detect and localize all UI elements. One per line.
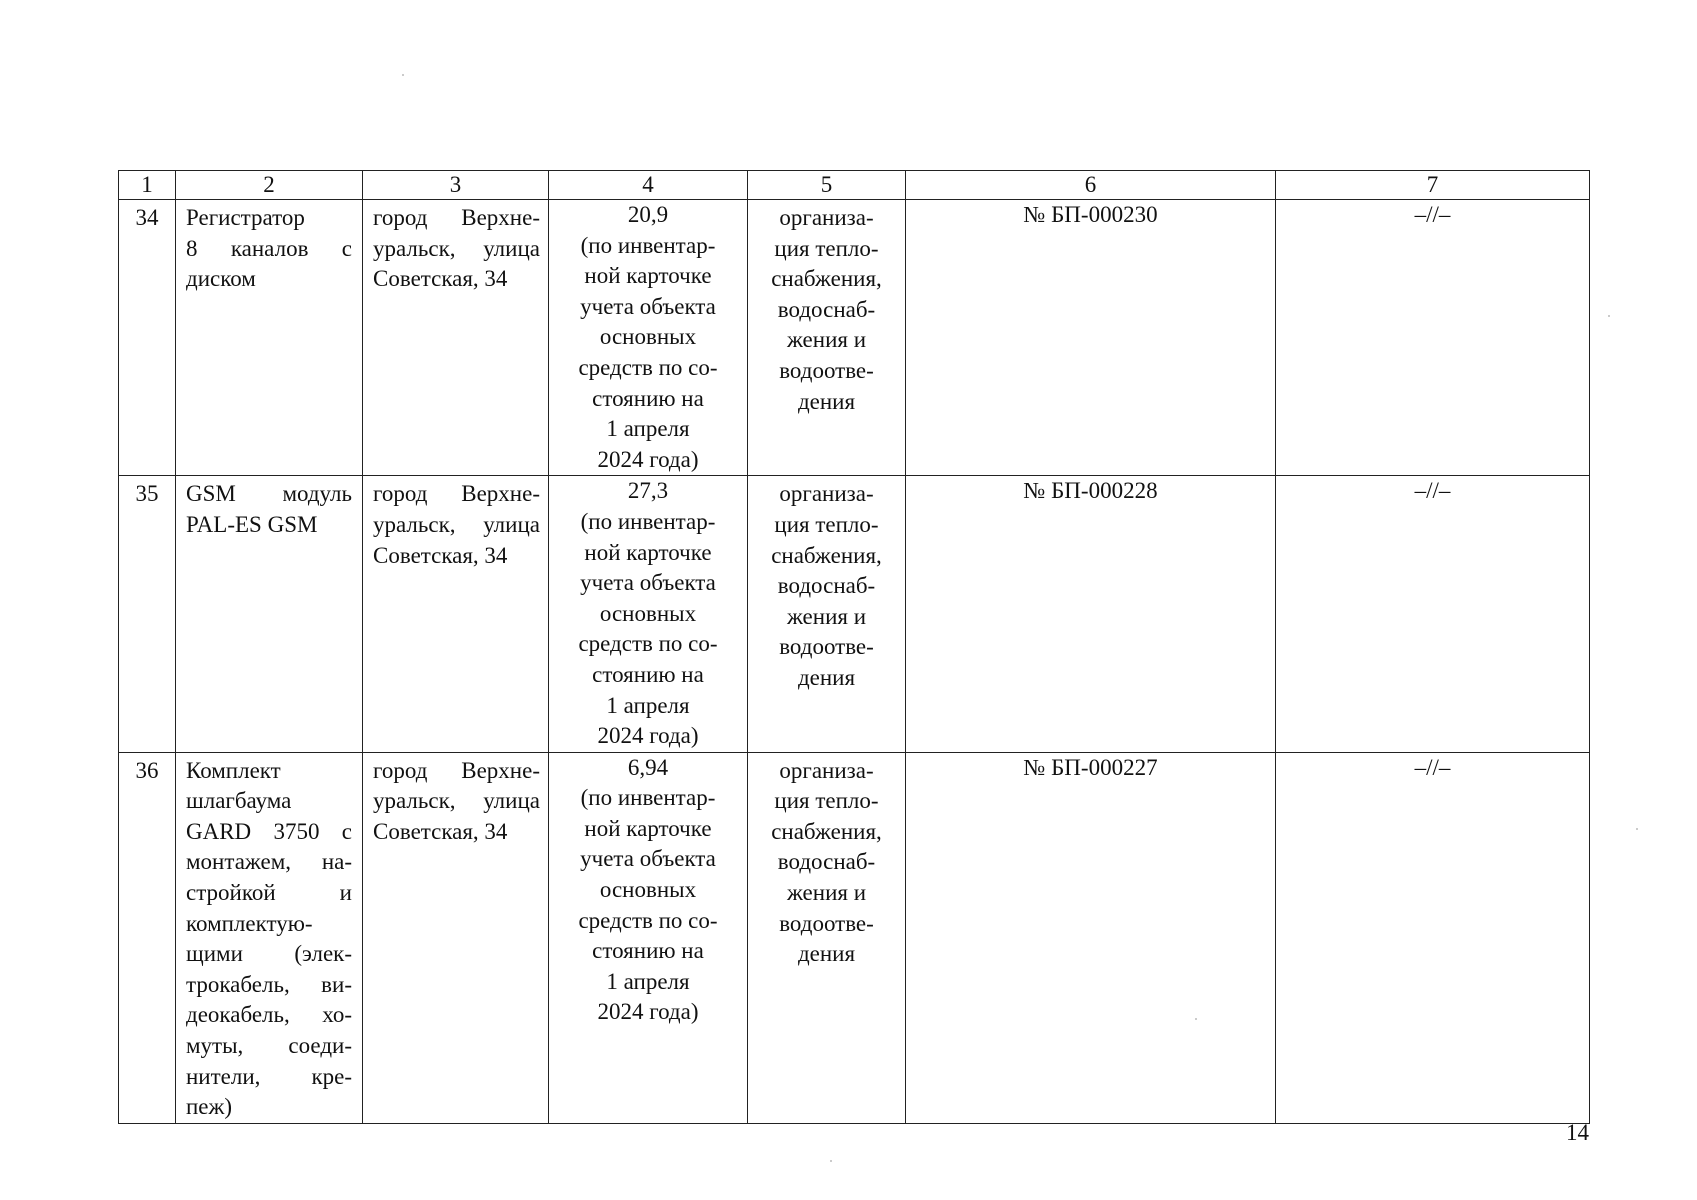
value-cell — [549, 476, 748, 752]
purpose-line: дения — [797, 664, 856, 690]
address-cell — [363, 476, 549, 752]
value-line: учета объекта — [580, 846, 716, 872]
row-number-cell: 35 — [119, 476, 176, 752]
header-cell: 7 — [1276, 171, 1590, 200]
address-line: город Верхне- — [373, 481, 540, 507]
value-line: основных — [599, 877, 697, 903]
value-line: 2024 года) — [597, 723, 699, 749]
row-number-cell: 34 — [119, 200, 176, 476]
purpose-cell — [748, 752, 906, 1123]
value-line: 1 апреля — [606, 692, 690, 718]
value-line: 6,94 — [627, 754, 669, 780]
header-cell: 5 — [748, 171, 906, 200]
table-row — [119, 476, 1590, 752]
object-name-line: Регистратор — [186, 205, 305, 230]
object-name-line: шлагбаума — [186, 788, 292, 814]
value-line: (по инвентар- — [580, 232, 716, 258]
inventory-number-cell: № БП-000228 — [906, 476, 1276, 752]
value-line: 2024 года) — [597, 446, 699, 472]
purpose-line: дения — [797, 388, 856, 414]
value-line: 27,3 — [627, 478, 669, 504]
purpose-line: водоснаб- — [777, 849, 876, 875]
address-line: Советская, 34 — [373, 542, 508, 568]
row-number-cell: 36 — [119, 752, 176, 1123]
address-line: Советская, 34 — [373, 266, 508, 292]
note-cell: –//– — [1276, 200, 1590, 476]
purpose-line: ция тепло- — [774, 788, 879, 814]
header-cell: 3 — [363, 171, 549, 200]
address-line: уральск, улица — [373, 235, 540, 261]
object-name-line: Комплект — [186, 757, 281, 783]
note-cell: –//– — [1276, 476, 1590, 752]
purpose-line: жения и — [786, 327, 867, 353]
object-name-line: нители, кре- — [186, 1063, 352, 1089]
value-line: стоянию на — [592, 938, 704, 964]
purpose-line: водоснаб- — [777, 573, 876, 599]
purpose-line: водоотве- — [779, 634, 874, 660]
purpose-line: дения — [797, 941, 856, 967]
address-line: город Верхне- — [373, 757, 540, 783]
value-line: учета объекта — [580, 570, 716, 596]
inventory-number-cell: № БП-000227 — [906, 752, 1276, 1123]
object-name-line: монтажем, на- — [186, 849, 352, 875]
object-name-line: щими (элек- — [186, 941, 352, 967]
address-line: Советская, 34 — [373, 818, 508, 844]
purpose-line: жения и — [786, 603, 867, 629]
column-number-header — [119, 171, 1590, 200]
object-name-cell — [176, 752, 363, 1123]
object-name-line: деокабель, хо- — [186, 1002, 352, 1028]
value-line: средств по со- — [578, 631, 718, 657]
purpose-line: жения и — [786, 880, 867, 906]
property-registry-table — [118, 170, 1590, 1124]
page-number: 14 — [1566, 1120, 1589, 1145]
address-cell — [363, 200, 549, 476]
value-line: основных — [599, 600, 697, 626]
purpose-line: организа- — [779, 757, 874, 783]
purpose-line: водоотве- — [779, 910, 874, 936]
header-cell: 2 — [176, 171, 363, 200]
value-line: (по инвентар- — [580, 508, 716, 534]
value-line: ной карточке — [584, 263, 712, 289]
address-cell — [363, 752, 549, 1123]
object-name-cell — [176, 200, 363, 476]
object-name-line: GARD 3750 с — [186, 818, 352, 844]
object-name-line: PAL-ES GSM — [186, 511, 318, 537]
value-line: учета объекта — [580, 293, 716, 319]
value-line: стоянию на — [592, 661, 704, 687]
object-name-line: пеж) — [186, 1094, 233, 1120]
object-name-line: муты, соеди- — [186, 1033, 352, 1059]
value-line: ной карточке — [584, 539, 712, 565]
value-line: средств по со- — [578, 354, 718, 380]
value-cell — [549, 200, 748, 476]
object-name-line: диском — [186, 266, 256, 292]
purpose-line: организа- — [779, 481, 874, 507]
address-line: уральск, улица — [373, 788, 540, 814]
purpose-line: водоснаб- — [777, 296, 876, 322]
purpose-line: снабжения, — [771, 266, 882, 292]
value-line: основных — [599, 324, 697, 350]
object-name-cell — [176, 476, 363, 752]
object-name-line: комплектую- — [186, 910, 313, 936]
value-line: 20,9 — [627, 202, 669, 227]
purpose-line: организа- — [779, 205, 874, 230]
value-line: (по инвентар- — [580, 785, 716, 811]
table-row — [119, 200, 1590, 476]
address-line: город Верхне- — [373, 205, 540, 230]
object-name-line: трокабель, ви- — [186, 971, 352, 997]
table-row — [119, 752, 1590, 1123]
value-line: средств по со- — [578, 907, 718, 933]
purpose-line: ция тепло- — [774, 235, 879, 261]
inventory-number-cell: № БП-000230 — [906, 200, 1276, 476]
purpose-line: снабжения, — [771, 818, 882, 844]
address-line: уральск, улица — [373, 511, 540, 537]
purpose-line: ция тепло- — [774, 511, 879, 537]
purpose-line: водоотве- — [779, 357, 874, 383]
note-cell: –//– — [1276, 752, 1590, 1123]
value-line: 2024 года) — [597, 999, 699, 1025]
object-name-line: стройкой и — [186, 880, 352, 906]
purpose-line: снабжения, — [771, 542, 882, 568]
header-cell: 4 — [549, 171, 748, 200]
value-line: 1 апреля — [606, 416, 690, 442]
value-line: 1 апреля — [606, 968, 690, 994]
object-name-line: 8 каналов с — [186, 235, 352, 261]
header-cell: 1 — [119, 171, 176, 200]
object-name-line: GSM модуль — [186, 481, 352, 507]
value-line: ной карточке — [584, 815, 712, 841]
purpose-cell — [748, 200, 906, 476]
value-cell — [549, 752, 748, 1123]
purpose-cell — [748, 476, 906, 752]
header-cell: 6 — [906, 171, 1276, 200]
value-line: стоянию на — [592, 385, 704, 411]
